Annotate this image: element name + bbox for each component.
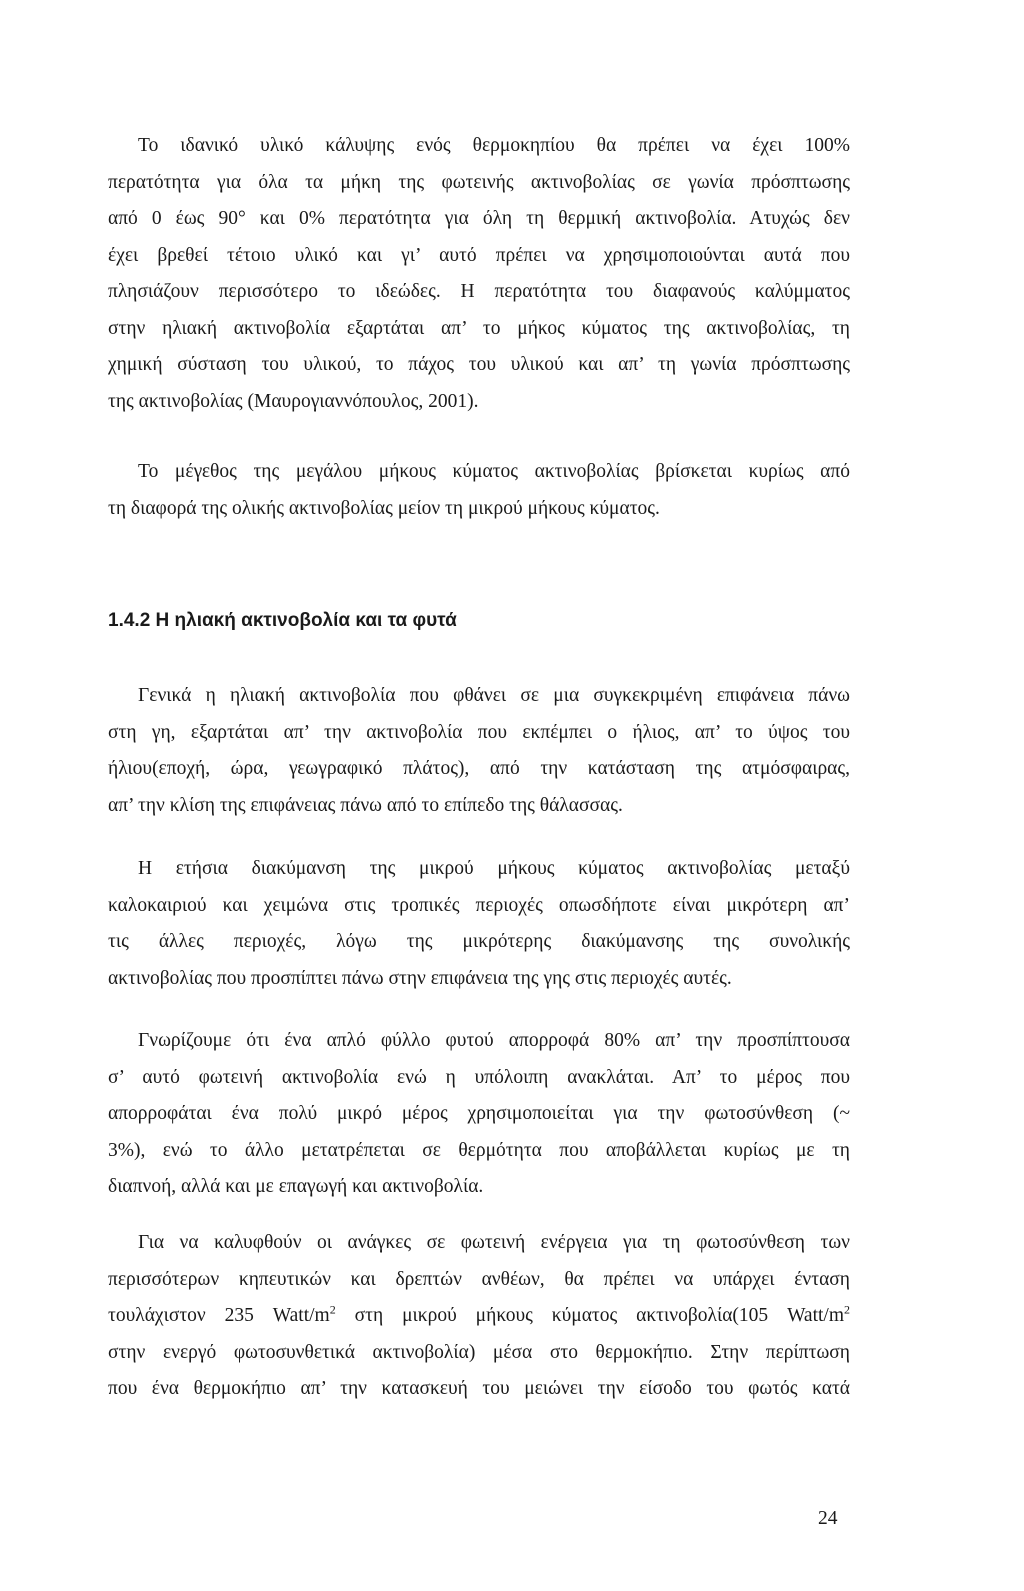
text-line: διαπνοή, αλλά και με επαγωγή και ακτινοβολία.: [108, 1176, 484, 1197]
text-line: Για να καλυφθούν οι ανάγκες σε φωτεινή ενέργεια για τη φωτοσύνθεση των: [138, 1232, 850, 1253]
text-line: Το μέγεθος της μεγάλου μήκους κύματος ακτινοβολίας βρίσκεται κυρίως από: [138, 461, 850, 482]
text-line: περατότητα για όλα τα μήκη της φωτεινής ακτινοβολίας σε γωνία πρόσπτωσης: [108, 171, 850, 193]
text-line: τη διαφορά της ολικής ακτινοβολίας μείον τη μικρού μήκους κύματος.: [108, 497, 660, 519]
text-line: ήλιου(εποχή, ώρα, γεωγραφικό πλάτος), από την κατάσταση της ατμόσφαιρας,: [108, 758, 850, 779]
superscript: 2: [329, 1302, 336, 1317]
paragraph-1: [108, 128, 850, 420]
text-line: περισσότερων κηπευτικών και δρεπτών ανθέων, θα πρέπει να υπάρχει ένταση: [108, 1268, 850, 1290]
text-fragment: στη μικρού μήκους κύματος ακτινοβολία(105 Watt/m: [335, 1305, 844, 1326]
superscript: 2: [844, 1302, 850, 1317]
text-line: απορροφάται ένα πολύ μικρό μέρος χρησιμοποιείται για την φωτοσύνθεση (~: [108, 1103, 850, 1124]
text-line: στην ηλιακή ακτινοβολία εξαρτάται απ’ το μήκος κύματος της ακτινοβολίας, τη: [108, 317, 850, 339]
text-line: Γενικά η ηλιακή ακτινοβολία που φθάνει σε μια συγκεκριμένη επιφάνεια πάνω: [138, 685, 850, 706]
section-heading: 1.4.2 Η ηλιακή ακτινοβολία και τα φυτά: [108, 610, 457, 631]
text-line: ακτινοβολίας που προσπίπτει πάνω στην επιφάνεια της γης στις περιοχές αυτές.: [108, 967, 732, 989]
text-line: στη γη, εξαρτάται απ’ την ακτινοβολία που εκπέμπει ο ήλιος, απ’ το ύψος του: [108, 721, 850, 743]
text-fragment: τουλάχιστον 235 Watt/m: [108, 1305, 330, 1326]
page-number: 24: [818, 1508, 838, 1529]
text-line: της ακτινοβολίας (Μαυρογιαννόπουλος, 2001).: [108, 390, 479, 412]
paragraph-4: [108, 851, 850, 997]
text-line: τις άλλες περιοχές, λόγω της μικρότερης διακύμανσης της συνολικής: [108, 931, 850, 952]
paragraph-3: [108, 678, 850, 824]
text-line: [108, 1298, 850, 1335]
text-line: Η ετήσια διακύμανση της μικρού μήκους κύματος ακτινοβολίας μεταξύ: [138, 858, 850, 879]
text-line: καλοκαιριού και χειμώνα στις τροπικές περιοχές οπωσδήποτε είναι μικρότερη απ’: [108, 894, 850, 916]
text-line: στην ενεργό φωτοσυνθετικά ακτινοβολία) μέσα στο θερμοκήπιο. Στην περίπτωση: [108, 1341, 850, 1363]
text-line: από 0 έως 90° και 0% περατότητα για όλη τη θερμική ακτινοβολία. Ατυχώς δεν: [108, 208, 850, 229]
paragraph-2: [108, 454, 850, 527]
paragraph-5: [108, 1023, 850, 1206]
text-line: Το ιδανικό υλικό κάλυψης ενός θερμοκηπίου θα πρέπει να έχει 100%: [138, 135, 850, 156]
text-line: σ’ αυτό φωτεινή ακτινοβολία ενώ η υπόλοιπη ανακλάται. Απ’ το μέρος που: [108, 1066, 850, 1088]
text-line: Γνωρίζουμε ότι ένα απλό φύλλο φυτού απορροφά 80% απ’ την προσπίπτουσα: [138, 1030, 850, 1051]
text-line: που ένα θερμοκήπιο απ’ την κατασκευή του μειώνει την είσοδο του φωτός κατά: [108, 1378, 850, 1399]
paragraph-6: [108, 1225, 850, 1408]
text-line: απ’ την κλίση της επιφάνειας πάνω από το επίπεδο της θάλασσας.: [108, 794, 623, 816]
text-line: χημική σύσταση του υλικού, το πάχος του υλικού και απ’ τη γωνία πρόσπτωσης: [108, 354, 850, 375]
text-line: 3%), ενώ το άλλο μετατρέπεται σε θερμότητα που αποβάλλεται κυρίως με τη: [108, 1139, 850, 1161]
text-line: έχει βρεθεί τέτοιο υλικό και γι’ αυτό πρέπει να χρησιμοποιούνται αυτά που: [108, 244, 850, 266]
text-line: πλησιάζουν περισσότερο το ιδεώδες. Η περατότητα του διαφανούς καλύμματος: [108, 281, 850, 302]
